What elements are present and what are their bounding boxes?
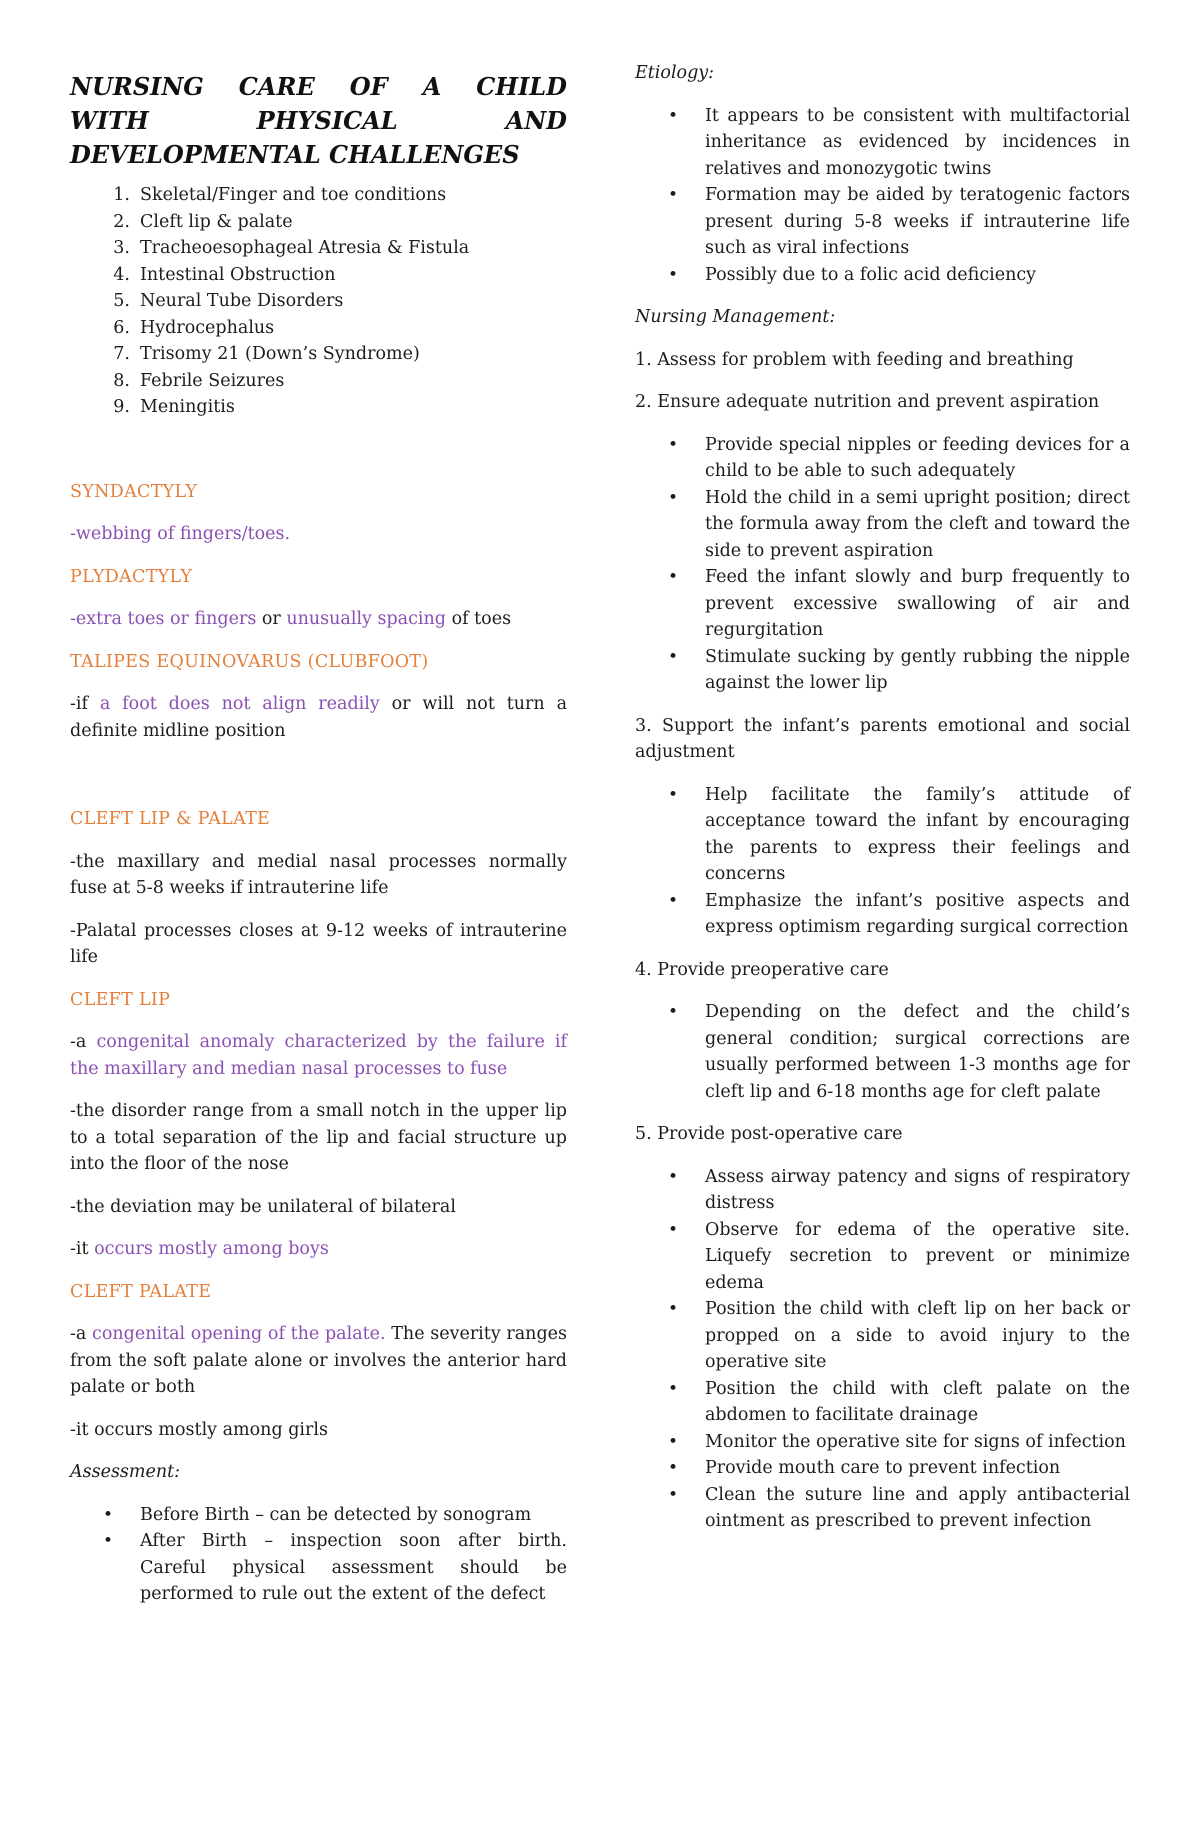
topic-number: 4. (113, 264, 130, 285)
title-line-2: WITH PHYSICAL AND (70, 106, 567, 135)
syndactyly-heading: SYNDACTYLY (70, 481, 198, 502)
topic-item (70, 182, 567, 209)
cleft-lip-palate-paragraph: -the maxillary and medial nasal processes normally fuse at 5-8 weeks if intrauterine life (70, 851, 567, 898)
cleft-lip-definition (70, 1029, 567, 1082)
list-item: • After Birth – inspection soon after birth. Careful physical assessment should be performed to rule out the extent of the defect (70, 1528, 567, 1608)
list-item: • Position the child with cleft lip on her back or propped on a side to avoid injury to the operative site (635, 1296, 1130, 1376)
topic-number: 3. (113, 238, 130, 258)
list-item: • It appears to be consistent with multifactorial inheritance as evidenced by incidences in relatives and monozygotic twins (635, 103, 1130, 183)
topic-text: Hydrocephalus (140, 317, 275, 338)
preoperative-list (635, 999, 1130, 1105)
highlight-text: occurs mostly among boys (94, 1239, 329, 1259)
topic-item (70, 315, 567, 342)
plain-text: -a (70, 1324, 93, 1344)
list-item: • Provide mouth care to prevent infection (635, 1455, 1130, 1482)
postoperative-list (635, 1164, 1130, 1535)
topic-item (70, 288, 567, 315)
cleft-palate-heading: CLEFT PALATE (70, 1281, 212, 1302)
title-line-3: DEVELOPMENTAL CHALLENGES (70, 140, 520, 169)
cleft-lip-paragraph (70, 1236, 567, 1263)
highlight-text: a foot does not align readily (99, 694, 380, 714)
list-item: • Clean the suture line and apply antibacterial ointment as prescribed to prevent infection (635, 1482, 1130, 1535)
list-item: • Observe for edema of the operative site. Liquefy secretion to prevent or minimize edema (635, 1217, 1130, 1297)
plain-text: or (256, 609, 287, 629)
topic-number: 5. (113, 291, 130, 311)
topic-number: 8. (113, 370, 130, 391)
list-item: • Monitor the operative site for signs of infection (635, 1429, 1130, 1456)
talipes-heading: TALIPES EQUINOVARUS (CLUBFOOT) (70, 651, 429, 672)
cleft-lip-palate-heading: CLEFT LIP & PALATE (70, 809, 271, 829)
list-item: • Emphasize the infant’s positive aspects and express optimism regarding surgical correction (635, 888, 1130, 941)
topic-item (70, 368, 567, 395)
cleft-palate-paragraph: -it occurs mostly among girls (70, 1419, 328, 1440)
title-line-1: NURSING CARE OF A CHILD (70, 72, 567, 101)
topic-text: Tracheoesophageal Atresia & Fistula (140, 238, 470, 258)
plain-text: The severity ranges from the soft palate alone or involves the anterior hard palate or both (70, 1324, 567, 1397)
list-item: • Possibly due to a folic acid deficiency (635, 262, 1130, 289)
plain-text: or will not turn a definite midline position (70, 694, 568, 741)
management-step: 3. Support the infant’s parents emotional and social adjustment (635, 715, 1130, 762)
cleft-lip-heading: CLEFT LIP (70, 989, 171, 1010)
right-column (635, 60, 1130, 1551)
list-item: • Formation may be aided by teratogenic factors present during 5-8 weeks if intrauterine life such as viral infections (635, 182, 1130, 262)
nursing-management-label: Nursing Management: (635, 307, 836, 327)
list-item: • Before Birth – can be detected by sonogram (70, 1502, 567, 1529)
list-item: • Position the child with cleft palate on the abdomen to facilitate drainage (635, 1376, 1130, 1429)
topic-text: Skeletal/Finger and toe conditions (140, 185, 447, 205)
cleft-lip-paragraph: -the deviation may be unilateral of bilateral (70, 1196, 456, 1217)
assessment-list (70, 1502, 567, 1608)
cleft-lip-paragraph: -the disorder range from a small notch in the upper lip to a total separation of the lip and facial structure up into the floor of the nose (70, 1101, 567, 1174)
list-item: • Stimulate sucking by gently rubbing the nipple against the lower lip (635, 644, 1130, 697)
highlight-text: unusually spacing (286, 609, 446, 629)
etiology-label: Etiology: (635, 63, 715, 83)
list-item: • Feed the infant slowly and burp frequently to prevent excessive swallowing of air and regurgitation (635, 564, 1130, 644)
syndactyly-definition: -webbing of fingers/toes. (70, 524, 291, 544)
topic-list (70, 182, 567, 421)
topic-item (70, 235, 567, 262)
highlight-text: congenital anomaly characterized by the failure if the maxillary and median nasal processes to fuse (70, 1032, 567, 1079)
cleft-lip-palate-paragraph: -Palatal processes closes at 9-12 weeks of intrauterine life (70, 920, 567, 967)
etiology-list (635, 103, 1130, 289)
list-item: • Assess airway patency and signs of respiratory distress (635, 1164, 1130, 1217)
topic-text: Intestinal Obstruction (140, 264, 336, 285)
topic-text: Febrile Seizures (140, 370, 285, 391)
list-item: • Provide special nipples or feeding devices for a child to be able to such adequately (635, 432, 1130, 485)
topic-number: 9. (113, 397, 130, 417)
page-title (70, 70, 567, 172)
management-step: 2. Ensure adequate nutrition and prevent aspiration (635, 392, 1100, 412)
nutrition-list (635, 432, 1130, 697)
highlight-text: congenital opening of the palate. (92, 1324, 386, 1344)
topic-number: 2. (113, 211, 130, 232)
assessment-label: Assessment: (70, 1462, 181, 1482)
support-list (635, 782, 1130, 941)
plydactyly-definition (70, 606, 567, 633)
list-item: • Hold the child in a semi upright position; direct the formula away from the cleft and toward the side to prevent aspiration (635, 485, 1130, 565)
management-step: 1. Assess for problem with feeding and breathing (635, 349, 1074, 370)
list-item: • Depending on the defect and the child’s general condition; surgical corrections are usually performed between 1-3 months age for cleft lip and 6-18 months age for cleft palate (635, 999, 1130, 1105)
list-item: • Help facilitate the family’s attitude of acceptance toward the infant by encouraging the parents to express their feelings and concerns (635, 782, 1130, 888)
talipes-definition (70, 691, 567, 744)
plain-text: of toes (446, 609, 512, 629)
plain-text: -a (70, 1032, 97, 1052)
topic-number: 6. (113, 317, 130, 338)
topic-number: 1. (113, 185, 130, 205)
plain-text: -it (70, 1239, 95, 1259)
topic-item (70, 262, 567, 289)
plydactyly-heading: PLYDACTYLY (70, 566, 193, 587)
topic-item (70, 341, 567, 368)
topic-item (70, 394, 567, 421)
topic-text: Meningitis (140, 397, 235, 417)
topic-text: Cleft lip & palate (140, 211, 293, 232)
left-column (70, 60, 567, 1624)
spacer (70, 760, 567, 806)
spacer (70, 433, 567, 479)
topic-text: Neural Tube Disorders (140, 291, 344, 311)
topic-item (70, 209, 567, 236)
highlight-text: -extra toes or fingers (70, 609, 257, 629)
management-step: 4. Provide preoperative care (635, 959, 889, 980)
management-step: 5. Provide post-operative care (635, 1124, 903, 1144)
cleft-palate-definition (70, 1321, 567, 1401)
plain-text: -if (70, 694, 100, 714)
topic-text: Trisomy 21 (Down’s Syndrome) (140, 344, 420, 364)
topic-number: 7. (113, 344, 130, 364)
